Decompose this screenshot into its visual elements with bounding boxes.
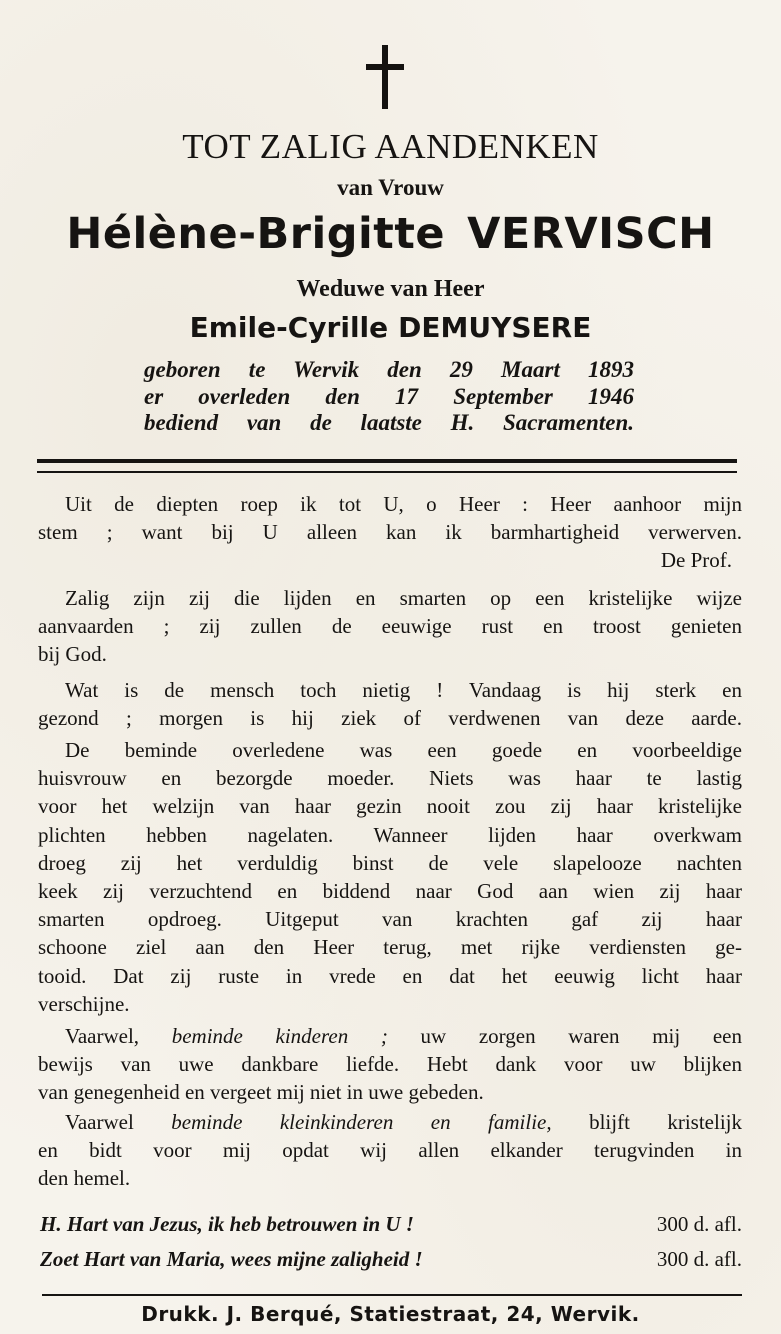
text-line: verschijne. <box>38 991 130 1016</box>
sacraments-line: bediend van de laatste H. Sacramenten. <box>144 410 634 435</box>
widow-of-label: Weduwe van Heer <box>296 276 485 302</box>
text-line <box>38 1108 742 1136</box>
text-line: huisvrouw en bezorgde moeder. Niets was haar te lastig <box>38 766 742 791</box>
deceased-last-name: VERVISCH <box>467 209 715 259</box>
text-line: voor het welzijn van haar gezin nooit zou zij haar kristelijke <box>38 794 742 819</box>
paragraph-blessed <box>38 584 742 669</box>
text-line: plichten hebben nagelaten. Wanneer lijden haar overkwam <box>38 822 742 847</box>
text-line: stem ; want bij U alleen kan ik barmhartigheid verwerven. <box>38 520 742 545</box>
paragraph-farewell-children <box>38 1022 742 1107</box>
text-line: Zalig zijn zij die lijden en smarten op een kristelijke wijze <box>65 586 742 610</box>
citation: De Prof. <box>660 548 732 573</box>
prayer-text: Zoet Hart van Maria, wees mijne zaligheid ! <box>40 1247 423 1271</box>
deceased-first-name: Hélène-Brigitte <box>66 209 446 259</box>
text-line: aanvaarden ; zij zullen de eeuwige rust en troost genieten <box>38 614 742 639</box>
addressee: beminde kleinkinderen en familie, <box>171 1110 552 1134</box>
indulgence-value: 300 d. afl. <box>656 1247 742 1271</box>
text-line: droeg zij het verduldig binst de vele slapelooze nachten <box>38 850 742 875</box>
deceased-name <box>0 206 781 262</box>
van-vrouw-label: van Vrouw <box>337 175 444 200</box>
divider-thin <box>37 471 737 473</box>
indulgence-prayer-maria <box>40 1244 742 1274</box>
farewell-word: Vaarwel, <box>65 1024 140 1048</box>
footer-divider <box>42 1294 742 1296</box>
text-line: en bidt voor mij opdat wij allen elkander terugvinden in <box>38 1138 742 1163</box>
divider-thick <box>37 459 737 463</box>
prayer-text: H. Hart van Jezus, ik heb betrouwen in U ! <box>40 1212 414 1236</box>
text-line <box>38 1022 742 1050</box>
indulgence-value: 300 d. afl. <box>656 1212 742 1236</box>
cross-vertical <box>382 45 388 109</box>
husband-last-name: DEMUYSERE <box>398 311 592 344</box>
cross-icon <box>366 45 404 109</box>
text-line: smarten opdroeg. Uitgeput van krachten gaf zij haar <box>38 907 742 932</box>
paragraph-farewell-family <box>38 1108 742 1193</box>
paragraph-psalm <box>38 490 742 575</box>
text-fragment: blijft kristelijk <box>589 1110 743 1134</box>
printer-imprint: Drukk. J. Berqué, Statiestraat, 24, Wervik. <box>141 1302 640 1326</box>
text-line: De beminde overledene was een goede en voorbeeldige <box>65 738 742 762</box>
life-dates <box>144 357 634 437</box>
text-line: schoone ziel aan den Heer terug, met rijke verdiensten ge- <box>38 935 742 960</box>
text-line: Uit de diepten roep ik tot U, o Heer : Heer aanhoor mijn <box>65 492 742 516</box>
paragraph-eulogy <box>38 736 742 1018</box>
text-line: den hemel. <box>38 1166 131 1191</box>
paragraph-mortality <box>38 676 742 732</box>
husband-first-name: Emile-Cyrille <box>189 311 389 344</box>
text-line: gezond ; morgen is hij ziek of verdwenen van deze aarde. <box>38 706 742 731</box>
card-heading: TOT ZALIG AANDENKEN <box>182 127 599 166</box>
text-line: bij God. <box>38 642 107 667</box>
text-line: bewijs van uwe dankbare liefde. Hebt dank voor uw blijken <box>38 1052 742 1077</box>
husband-name <box>0 309 781 347</box>
text-line: van genegenheid en vergeet mij niet in uwe gebeden. <box>38 1080 484 1105</box>
text-line: tooid. Dat zij ruste in vrede en dat het eeuwig licht haar <box>38 963 742 988</box>
cross-horizontal <box>366 64 404 70</box>
death-line: er overleden den 17 September 1946 <box>144 383 634 409</box>
indulgence-prayer-jezus <box>40 1209 742 1239</box>
text-line: keek zij verzuchtend en biddend naar God aan wien zij haar <box>38 879 742 904</box>
birth-line: geboren te Wervik den 29 Maart 1893 <box>144 357 634 382</box>
addressee: beminde kinderen ; <box>171 1024 388 1048</box>
text-fragment: uw zorgen waren mij een <box>420 1024 742 1048</box>
farewell-word: Vaarwel <box>65 1110 134 1134</box>
text-line: Wat is de mensch toch nietig ! Vandaag is hij sterk en <box>65 678 742 702</box>
